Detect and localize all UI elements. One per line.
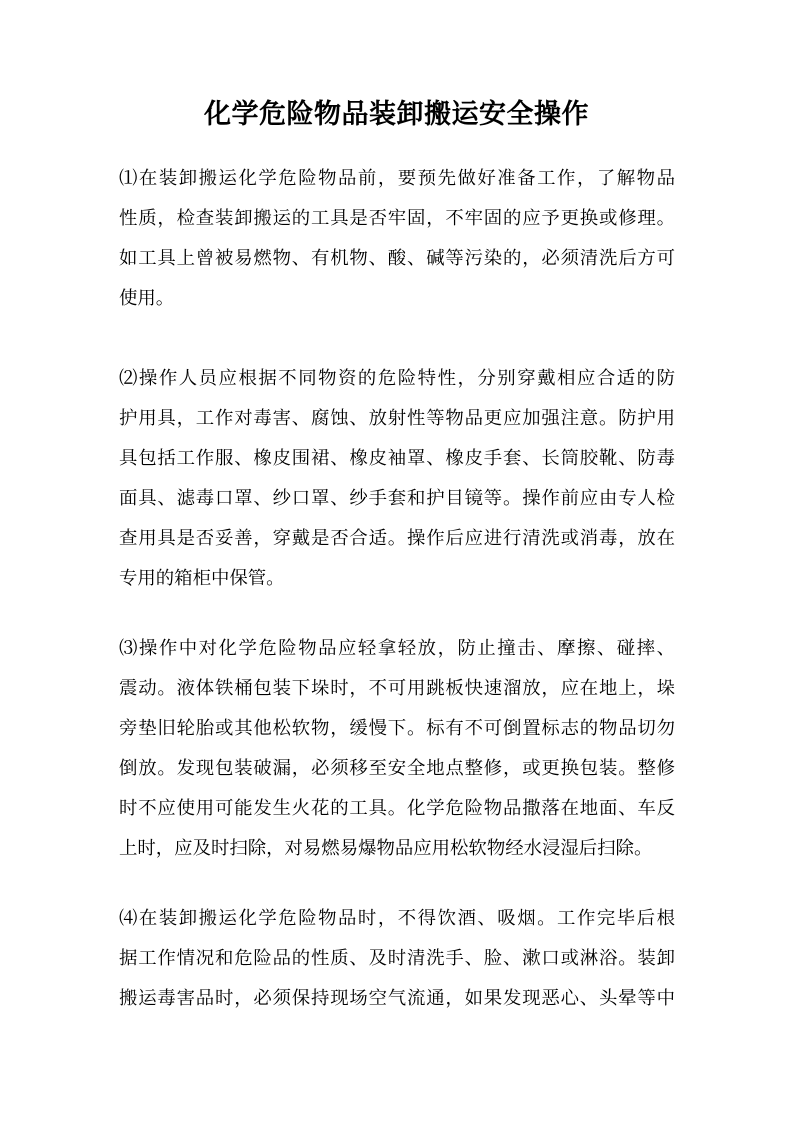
paragraph-line: 旁垫旧轮胎或其他松软物，缓慢下。标有不可倒置标志的物品切勿 <box>119 718 675 739</box>
paragraph-line: 震动。液体铁桶包装下垛时，不可用跳板快速溜放，应在地上，垛 <box>119 678 675 699</box>
paragraph-line: 使用。 <box>119 288 175 309</box>
paragraph-line: 搬运毒害品时，必须保持现场空气流通，如果发现恶心、头晕等中 <box>119 988 675 1009</box>
paragraph-line: 如工具上曾被易燃物、有机物、酸、碱等污染的，必须清洗后方可 <box>119 248 675 269</box>
paragraph-2 <box>119 359 675 599</box>
paragraph-line: 具包括工作服、橡皮围裙、橡皮袖罩、橡皮手套、长筒胶靴、防毒 <box>119 448 675 469</box>
document-title: 化学危险物品装卸搬运安全操作 <box>204 99 589 130</box>
paragraph-3 <box>119 629 675 869</box>
paragraph-line: 面具、滤毒口罩、纱口罩、纱手套和护目镜等。操作前应由专人检 <box>119 488 675 509</box>
paragraph-line: 时不应使用可能发生火花的工具。化学危险物品撒落在地面、车反 <box>119 798 675 819</box>
paragraph-line: 据工作情况和危险品的性质、及时清洗手、脸、漱口或淋浴。装卸 <box>119 948 675 969</box>
paragraph-line: 性质，检查装卸搬运的工具是否牢固，不牢固的应予更换或修理。 <box>119 208 675 229</box>
paragraph-1 <box>119 159 675 319</box>
paragraph-line: 专用的箱柜中保管。 <box>119 568 285 589</box>
paragraph-4 <box>119 899 675 1019</box>
paragraph-line: 上时，应及时扫除，对易燃易爆物品应用松软物经水浸湿后扫除。 <box>119 838 653 859</box>
paragraph-line: 查用具是否妥善，穿戴是否合适。操作后应进行清洗或消毒，放在 <box>119 528 675 549</box>
paragraph-line: ⑷在装卸搬运化学危险物品时，不得饮酒、吸烟。工作完毕后根 <box>119 908 675 929</box>
paragraph-line: ⑵操作人员应根据不同物资的危险特性，分别穿戴相应合适的防 <box>119 368 675 389</box>
paragraph-line: ⑶操作中对化学危险物品应轻拿轻放，防止撞击、摩擦、碰摔、 <box>119 638 675 659</box>
paragraph-line: ⑴在装卸搬运化学危险物品前，要预先做好准备工作，了解物品 <box>119 168 675 189</box>
paragraph-line: 倒放。发现包装破漏，必须移至安全地点整修，或更换包装。整修 <box>119 758 675 779</box>
paragraph-line: 护用具，工作对毒害、腐蚀、放射性等物品更应加强注意。防护用 <box>119 408 675 429</box>
